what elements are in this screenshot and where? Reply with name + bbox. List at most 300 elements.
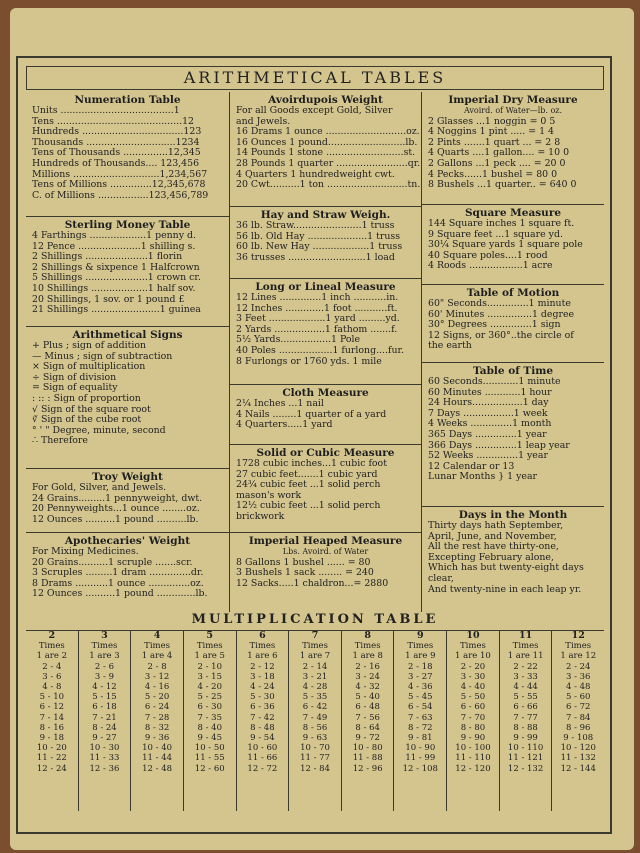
- multiplication-title: MULTIPLICATION TABLE: [191, 612, 439, 627]
- multiplication-row: 12 - 84: [300, 763, 330, 774]
- multiplication-row: 1 are 4: [141, 651, 173, 662]
- square-row: 9 Square feet ...1 square yd.: [428, 229, 563, 240]
- days-row: And twenty-nine in each leap yr.: [428, 584, 582, 595]
- multiplication-row: 10 - 120: [560, 743, 596, 754]
- multiplication-row: 4 - 16: [144, 682, 170, 693]
- multiplication-row: 8 - 16: [39, 722, 65, 733]
- dry-row: 4 Quarts ....1 gallon.... = 10 0: [428, 148, 570, 159]
- multiplication-row: 1 are 5: [194, 651, 225, 662]
- motion-title: Table of Motion: [466, 287, 560, 299]
- dry-row: 2 Gallons ...1 peck .... = 20 0: [428, 158, 566, 169]
- multiplication-row: 7 - 42: [250, 712, 275, 723]
- sterling-row: 5 Shillings .....................1 crown cr.: [32, 273, 201, 284]
- multiplication-row: 9 - 27: [92, 733, 117, 744]
- sterling-row: 20 Shillings, 1 sov. or 1 pound £: [32, 294, 185, 305]
- sterling-title: Sterling Money Table: [64, 219, 191, 231]
- multiplication-row: 9 - 90: [460, 733, 486, 744]
- motion-row: the earth: [428, 341, 472, 352]
- numeration-table: [26, 92, 229, 201]
- multiplication-row: 11 - 44: [142, 753, 173, 764]
- numeration-row: Tens of Thousands ...............12,345: [32, 148, 201, 159]
- avoir-row: 14 Pounds 1 stone ..........................st.: [236, 148, 416, 159]
- multiplication-row: 4 - 12: [92, 682, 117, 693]
- multiplication-row: 11 - 22: [36, 753, 67, 764]
- apoth-row: For Mixing Medicines.: [32, 547, 139, 557]
- signs-row: ∛ Sign of the cube root: [32, 415, 142, 426]
- time-row: 366 Days ..............1 leap year: [428, 440, 570, 451]
- avoir-row: 28 Pounds 1 quarter ........................qr.: [236, 158, 421, 169]
- multiplication-row: 4 - 40: [460, 682, 486, 693]
- cubic-title: Solid or Cubic Measure: [256, 447, 395, 459]
- multiplication-row: 10 - 40: [142, 743, 173, 754]
- multiplication-row: Times: [196, 641, 223, 652]
- multiplication-row: 4 - 32: [355, 682, 380, 693]
- cubic-row: mason's work: [236, 490, 302, 501]
- multiplication-row: 4 - 28: [302, 682, 328, 693]
- avoir-row: 16 Drams 1 ounce ...........................oz.: [236, 127, 420, 138]
- hay-title: Hay and Straw Weigh.: [260, 209, 391, 221]
- days-row: Which has but twenty-eight days: [428, 563, 584, 574]
- multiplication-row: 1 are 7: [299, 651, 331, 662]
- multiplication-header: 3: [101, 630, 108, 641]
- multiplication-row: 8 - 56: [302, 722, 328, 733]
- multiplication-row: 11 - 33: [89, 753, 120, 764]
- multiplication-row: 3 - 15: [197, 671, 222, 682]
- multiplication-row: 2 - 14: [302, 661, 328, 672]
- hay-row: 60 lb. New Hay ...................1 truss: [236, 242, 403, 253]
- cloth-row: 2¼ Inches ...1 nail: [236, 399, 324, 409]
- multiplication-row: 10 - 80: [352, 743, 383, 754]
- signs-row: × Sign of multiplication: [32, 362, 146, 373]
- time-row: 60 Seconds............1 minute: [428, 377, 561, 387]
- multiplication-row: 3 - 18: [250, 671, 275, 682]
- multiplication-row: 3 - 12: [144, 671, 170, 682]
- multiplication-row: Times: [565, 641, 592, 652]
- time-row: Lunar Months } 1 year: [428, 472, 538, 483]
- multiplication-row: 9 - 81: [408, 733, 433, 744]
- multiplication-row: 8 - 64: [355, 722, 380, 733]
- heaped-title: Imperial Heaped Measure: [248, 535, 403, 547]
- numeration-row: Tens of Millions ..............12,345,678: [32, 180, 206, 191]
- hay-row: 36 trusses ..........................1 load: [236, 252, 395, 263]
- multiplication-column: [342, 631, 395, 811]
- multiplication-header: 12: [571, 630, 585, 641]
- days-row: All the rest have thirty-one,: [428, 542, 559, 553]
- cloth-title: Cloth Measure: [282, 387, 369, 399]
- multiplication-row: 3 - 30: [460, 671, 486, 682]
- multiplication-row: 6 - 54: [408, 702, 433, 713]
- multiplication-row: 6 - 60: [460, 702, 486, 713]
- days-title: Days in the Month: [458, 509, 568, 521]
- multiplication-row: 12 - 60: [194, 763, 225, 774]
- numeration-row: Thousands ..............................1234: [32, 137, 200, 148]
- dry-subtitle: Avoird. of Water—lb. oz.: [463, 106, 563, 115]
- multiplication-row: 1 are 10: [455, 651, 491, 662]
- multiplication-row: Times: [249, 641, 276, 652]
- long-row: 3 Feet ...................1 yard .........yd.: [236, 314, 400, 325]
- heaped-unit: Lbs. Avoird. of Water: [282, 547, 369, 556]
- multiplication-row: 7 - 70: [460, 712, 486, 723]
- multiplication-row: Times: [144, 641, 171, 652]
- multiplication-row: 2 - 20: [460, 661, 486, 672]
- apothecaries-weight-table: [26, 532, 229, 600]
- troy-weight-table: [26, 468, 229, 525]
- multiplication-row: 2 - 24: [565, 661, 591, 672]
- multiplication-row: 8 - 48: [250, 722, 275, 733]
- multiplication-row: 11 - 77: [300, 753, 330, 764]
- troy-row: 20 Pennyweights...1 ounce ........oz.: [32, 504, 200, 515]
- multiplication-row: 1 are 11: [507, 651, 544, 662]
- dry-row: 2 Pints .......1 quart ... = 2 8: [428, 137, 561, 148]
- square-row: 40 Square poles....1 rood: [428, 250, 548, 261]
- multiplication-row: 2 - 10: [197, 661, 222, 672]
- cubic-row: brickwork: [236, 511, 285, 522]
- long-row: 40 Poles ..................1 furlong....fur.: [236, 345, 404, 356]
- multiplication-header: 9: [416, 630, 424, 641]
- avoir-row: For all Goods except Gold, Silver: [236, 106, 393, 116]
- motion-row: 30° Degrees ..............1 sign: [428, 320, 561, 331]
- multiplication-row: 3 - 6: [42, 671, 62, 682]
- long-row: 12 Lines ..............1 inch ...........in.: [236, 293, 399, 303]
- multiplication-row: 2 - 12: [250, 661, 275, 672]
- heaped-row: 8 Gallons 1 bushel ...... = 80: [236, 557, 371, 568]
- sterling-row: 4 Farthings ...................1 penny d.: [32, 231, 196, 241]
- apoth-row: 8 Drams ...........1 ounce ..............oz.: [32, 578, 204, 589]
- avoir-row: and Jewels.: [236, 116, 291, 127]
- time-row: 24 Hours.................1 day: [428, 398, 549, 409]
- heaped-row: 12 Sacks.....1 chaldron...= 2880: [236, 578, 389, 589]
- multiplication-header: 10: [466, 630, 480, 641]
- multiplication-row: 3 - 27: [408, 671, 433, 682]
- multiplication-column: [184, 631, 237, 811]
- cloth-measure-table: [230, 384, 421, 431]
- multiplication-row: 7 - 63: [408, 712, 433, 723]
- cloth-row: 4 Nails ........1 quarter of a yard: [236, 409, 387, 420]
- multiplication-row: 5 - 35: [302, 692, 328, 703]
- multiplication-row: 3 - 36: [565, 671, 591, 682]
- days-row: Excepting February alone,: [428, 552, 554, 563]
- multiplication-row: 11 - 99: [405, 753, 436, 764]
- multiplication-header: 11: [518, 630, 533, 641]
- multiplication-row: Times: [38, 641, 65, 652]
- days-row: Thirty days hath September,: [428, 521, 564, 531]
- multiplication-row: 2 - 16: [355, 661, 380, 672]
- multiplication-row: 8 - 88: [513, 722, 538, 733]
- multiplication-row: 9 - 108: [563, 733, 594, 744]
- multiplication-row: 12 - 108: [402, 763, 438, 774]
- long-title: Long or Lineal Measure: [255, 281, 396, 293]
- multiplication-row: 5 - 45: [408, 692, 433, 703]
- multiplication-row: Times: [302, 641, 328, 652]
- days-in-month-table: [422, 506, 604, 595]
- multiplication-row: 9 - 54: [250, 733, 275, 744]
- multiplication-row: 11 - 110: [455, 753, 491, 764]
- signs-row: + Plus ; sign of addition: [32, 341, 147, 351]
- multiplication-row: 8 - 72: [408, 722, 433, 733]
- avoirdupois-weight-table: [230, 92, 421, 191]
- time-row: 365 Days ..............1 year: [428, 429, 547, 440]
- multiplication-row: 7 - 49: [302, 712, 328, 723]
- multiplication-row: 1 are 3: [89, 651, 120, 662]
- multiplication-row: 10 - 50: [194, 743, 225, 754]
- multiplication-column: [447, 631, 500, 811]
- multiplication-row: 12 - 24: [36, 763, 67, 774]
- dry-measure-table: [422, 92, 604, 191]
- time-row: 4 Weeks ..............1 month: [428, 419, 552, 430]
- multiplication-row: 1 are 9: [405, 651, 436, 662]
- numeration-row: Hundreds of Thousands.... 123,456: [32, 158, 200, 169]
- numeration-title: Numeration Table: [74, 94, 181, 106]
- multiplication-row: 12 - 96: [352, 763, 383, 774]
- multiplication-row: 5 - 25: [197, 692, 222, 703]
- multiplication-row: 1 are 6: [247, 651, 278, 662]
- page-title: ARITHMETICAL TABLES: [26, 66, 604, 90]
- multiplication-header: 6: [259, 630, 266, 641]
- multiplication-row: 7 - 77: [513, 712, 538, 723]
- multiplication-row: 10 - 90: [405, 743, 436, 754]
- time-row: 60 Minutes ............1 hour: [428, 387, 552, 398]
- time-row: 7 Days .................1 week: [428, 408, 548, 419]
- cubic-row: 24¾ cubic feet ...1 solid perch: [236, 480, 381, 491]
- multiplication-row: 7 - 56: [355, 712, 380, 723]
- long-row: 2 Yards .................1 fathom .......f.: [236, 324, 398, 335]
- heaped-row: 3 Bushels 1 sack ........ = 240: [236, 568, 374, 579]
- multiplication-row: 6 - 30: [197, 702, 222, 713]
- multiplication-row: 4 - 48: [565, 682, 591, 693]
- sterling-row: 10 Shillings ...................1 half sov.: [32, 283, 196, 294]
- signs-row: = Sign of equality: [32, 383, 118, 394]
- sterling-row: 21 Shillings .......................1 guinea: [32, 305, 201, 316]
- avoir-row: 4 Quarters 1 hundredweight cwt.: [236, 169, 395, 180]
- column-left: [26, 92, 230, 612]
- multiplication-row: 8 - 24: [92, 722, 117, 733]
- multiplication-row: 2 - 18: [408, 661, 433, 672]
- signs-row: : :: : Sign of proportion: [32, 393, 141, 404]
- multiplication-row: 4 - 36: [408, 682, 433, 693]
- multiplication-row: 3 - 21: [302, 671, 328, 682]
- sterling-money-table: [26, 216, 229, 316]
- multiplication-row: 6 - 66: [513, 702, 538, 713]
- multiplication-row: 1 are 12: [560, 651, 597, 662]
- multiplication-row: 5 - 20: [144, 692, 170, 703]
- multiplication-row: 12 - 144: [560, 763, 596, 774]
- long-row: 5½ Yards.................1 Pole: [236, 335, 361, 346]
- multiplication-header: 4: [153, 630, 161, 641]
- multiplication-row: 3 - 33: [513, 671, 538, 682]
- signs-row: √ Sign of the square root: [32, 404, 151, 415]
- multiplication-row: 2 - 8: [147, 661, 167, 672]
- multiplication-row: 12 - 132: [507, 763, 544, 774]
- long-measure-table: [230, 278, 421, 367]
- multiplication-row: 12 - 36: [89, 763, 120, 774]
- multiplication-row: 6 - 72: [565, 702, 591, 713]
- multiplication-row: 5 - 55: [513, 692, 538, 703]
- multiplication-row: 5 - 15: [92, 692, 117, 703]
- multiplication-column: [237, 631, 290, 811]
- multiplication-row: Times: [512, 641, 539, 652]
- cubic-measure-table: [230, 444, 421, 523]
- multiplication-row: 2 - 4: [42, 661, 62, 672]
- sterling-row: 2 Shillings & sixpence 1 Halfcrown: [32, 262, 200, 273]
- apoth-row: 20 Grains..........1 scruple .......scr.: [32, 557, 193, 568]
- multiplication-row: 9 - 63: [302, 733, 328, 744]
- cloth-row: 4 Quarters.....1 yard: [236, 420, 333, 431]
- numeration-row: Hundreds ..................................123: [32, 127, 202, 138]
- signs-title: Arithmetical Signs: [72, 329, 183, 341]
- hay-row: 56 lb. Old Hay ....................1 truss: [236, 231, 401, 242]
- troy-row: For Gold, Silver, and Jewels.: [32, 483, 167, 493]
- motion-row: 12 Signs, or 360°..the circle of: [428, 330, 574, 341]
- multiplication-row: 8 - 32: [144, 722, 170, 733]
- dry-row: 4 Noggins 1 pint ..... = 1 4: [428, 127, 554, 138]
- multiplication-row: 4 - 20: [197, 682, 222, 693]
- signs-row: ° ' " Degree, minute, second: [32, 425, 166, 436]
- sterling-row: 2 Shillings .....................1 florin: [32, 252, 183, 263]
- multiplication-column: [500, 631, 553, 811]
- cubic-row: 27 cubic feet.......1 cubic yard: [236, 469, 378, 480]
- time-table: [422, 362, 604, 483]
- multiplication-row: 5 - 10: [39, 692, 65, 703]
- signs-row: ÷ Sign of division: [32, 372, 117, 383]
- multiplication-row: 7 - 28: [144, 712, 170, 723]
- multiplication-row: Times: [460, 641, 486, 652]
- multiplication-row: 2 - 22: [513, 661, 538, 672]
- multiplication-row: 4 - 24: [250, 682, 275, 693]
- time-row: 12 Calendar or 13: [428, 461, 515, 472]
- multiplication-row: 9 - 45: [197, 733, 222, 744]
- apoth-title: Apothecaries' Weight: [64, 535, 191, 547]
- hay-row: 36 lb. Straw.......................1 truss: [236, 221, 395, 231]
- multiplication-row: 9 - 18: [39, 733, 65, 744]
- motion-table: [422, 284, 604, 352]
- multiplication-row: 4 - 8: [42, 682, 62, 693]
- multiplication-row: 5 - 60: [565, 692, 591, 703]
- multiplication-row: 11 - 55: [194, 753, 225, 764]
- multiplication-row: 12 - 120: [455, 763, 491, 774]
- square-row: 30¼ Square yards 1 square pole: [428, 240, 583, 251]
- troy-title: Troy Weight: [92, 471, 163, 483]
- multiplication-row: 9 - 36: [144, 733, 170, 744]
- multiplication-row: 6 - 48: [355, 702, 380, 713]
- multiplication-row: 7 - 14: [39, 712, 65, 723]
- time-title: Table of Time: [472, 365, 554, 377]
- multiplication-row: 3 - 24: [355, 671, 380, 682]
- multiplication-row: 1 are 2: [36, 651, 68, 662]
- cubic-row: 1728 cubic inches...1 cubic foot: [236, 459, 387, 469]
- multiplication-row: 11 - 132: [560, 753, 596, 764]
- multiplication-header: 8: [364, 630, 371, 641]
- multiplication-header: 5: [206, 630, 214, 641]
- multiplication-row: 6 - 12: [39, 702, 65, 713]
- multiplication-row: 10 - 110: [507, 743, 544, 754]
- arithmetical-signs-table: [26, 326, 229, 447]
- days-row: April, June, and November,: [428, 531, 557, 542]
- numeration-row: C. of Millions .................123,456,789: [32, 190, 209, 201]
- multiplication-row: 11 - 88: [352, 753, 383, 764]
- numeration-row: Units ......................................1: [32, 106, 180, 116]
- square-row: 144 Square inches 1 square ft.: [428, 219, 575, 229]
- column-right: [422, 92, 604, 612]
- multiplication-row: 6 - 42: [302, 702, 328, 713]
- apoth-row: 12 Ounces ..........1 pound .............lb.: [32, 589, 208, 600]
- multiplication-column: [552, 631, 604, 811]
- multiplication-row: 8 - 80: [460, 722, 486, 733]
- dry-row: 8 Bushels ...1 quarter.. = 640 0: [428, 180, 577, 191]
- days-row: clear,: [428, 573, 454, 584]
- multiplication-row: 10 - 20: [36, 743, 67, 754]
- multiplication-row: Times: [354, 641, 381, 652]
- multiplication-row: 7 - 21: [92, 712, 117, 723]
- multiplication-row: 2 - 6: [94, 661, 114, 672]
- hay-straw-table: [230, 206, 421, 263]
- square-measure-table: [422, 204, 604, 272]
- avoir-title: Avoirdupois Weight: [268, 94, 383, 106]
- motion-row: 60' Minutes ...............1 degree: [428, 309, 575, 320]
- multiplication-header: 7: [311, 630, 319, 641]
- multiplication-column: [289, 631, 342, 811]
- multiplication-row: 11 - 66: [247, 753, 278, 764]
- time-row: 52 Weeks ..............1 year: [428, 451, 548, 462]
- multiplication-row: 6 - 18: [92, 702, 117, 713]
- multiplication-column: [131, 631, 184, 811]
- troy-row: 12 Ounces ..........1 pound ..........lb.: [32, 514, 199, 525]
- square-title: Square Measure: [464, 207, 562, 219]
- multiplication-table: [26, 630, 604, 811]
- multiplication-row: 12 - 72: [247, 763, 278, 774]
- avoir-row: 16 Ounces 1 pound..........................lb.: [236, 137, 418, 148]
- multiplication-row: 4 - 44: [513, 682, 538, 693]
- dry-row: 4 Pecks......1 bushel = 80 0: [428, 169, 558, 180]
- multiplication-row: 1 are 8: [352, 651, 383, 662]
- long-row: 8 Furlongs or 1760 yds. 1 mile: [236, 356, 382, 367]
- long-row: 12 Inches .............1 foot ...........ft.: [236, 303, 398, 314]
- signs-row: ∴ Therefore: [32, 436, 88, 447]
- multiplication-row: 9 - 99: [513, 733, 538, 744]
- numeration-row: Tens ..........................................12: [32, 116, 194, 127]
- square-row: 4 Roods ..................1 acre: [428, 261, 553, 272]
- heaped-measure-table: [230, 532, 421, 589]
- motion-row: 60" Seconds..............1 minute: [428, 299, 571, 309]
- dry-row: 2 Glasses ...1 noggin = 0 5: [428, 116, 556, 127]
- multiplication-row: 12 - 48: [142, 763, 173, 774]
- multiplication-row: 5 - 40: [355, 692, 380, 703]
- multiplication-column: [79, 631, 132, 811]
- dry-title: Imperial Dry Measure: [448, 94, 578, 106]
- column-middle: [230, 92, 422, 612]
- cubic-row: 12½ cubic feet ...1 solid perch: [236, 501, 381, 512]
- troy-row: 24 Grains.........1 pennyweight, dwt.: [32, 493, 203, 504]
- signs-row: — Minus ; sign of subtraction: [32, 351, 173, 362]
- multiplication-column: [394, 631, 447, 811]
- multiplication-row: 10 - 30: [89, 743, 120, 754]
- multiplication-row: 10 - 60: [247, 743, 278, 754]
- multiplication-row: 5 - 50: [460, 692, 486, 703]
- multiplication-row: 8 - 40: [197, 722, 222, 733]
- sterling-row: 12 Pence .....................1 shilling s.: [32, 241, 196, 252]
- multiplication-row: Times: [407, 641, 434, 652]
- multiplication-row: 5 - 30: [250, 692, 275, 703]
- multiplication-row: 7 - 35: [197, 712, 222, 723]
- multiplication-header: 2: [48, 630, 56, 641]
- multiplication-row: Times: [91, 641, 118, 652]
- multiplication-row: 10 - 100: [455, 743, 491, 754]
- multiplication-row: 10 - 70: [300, 743, 330, 754]
- avoir-row: 20 Cwt..........1 ton ...........................tn.: [236, 180, 421, 191]
- multiplication-row: 9 - 72: [355, 733, 380, 744]
- numeration-row: Millions .............................1,234,567: [32, 169, 208, 180]
- multiplication-row: 7 - 84: [565, 712, 591, 723]
- multiplication-row: 6 - 36: [250, 702, 275, 713]
